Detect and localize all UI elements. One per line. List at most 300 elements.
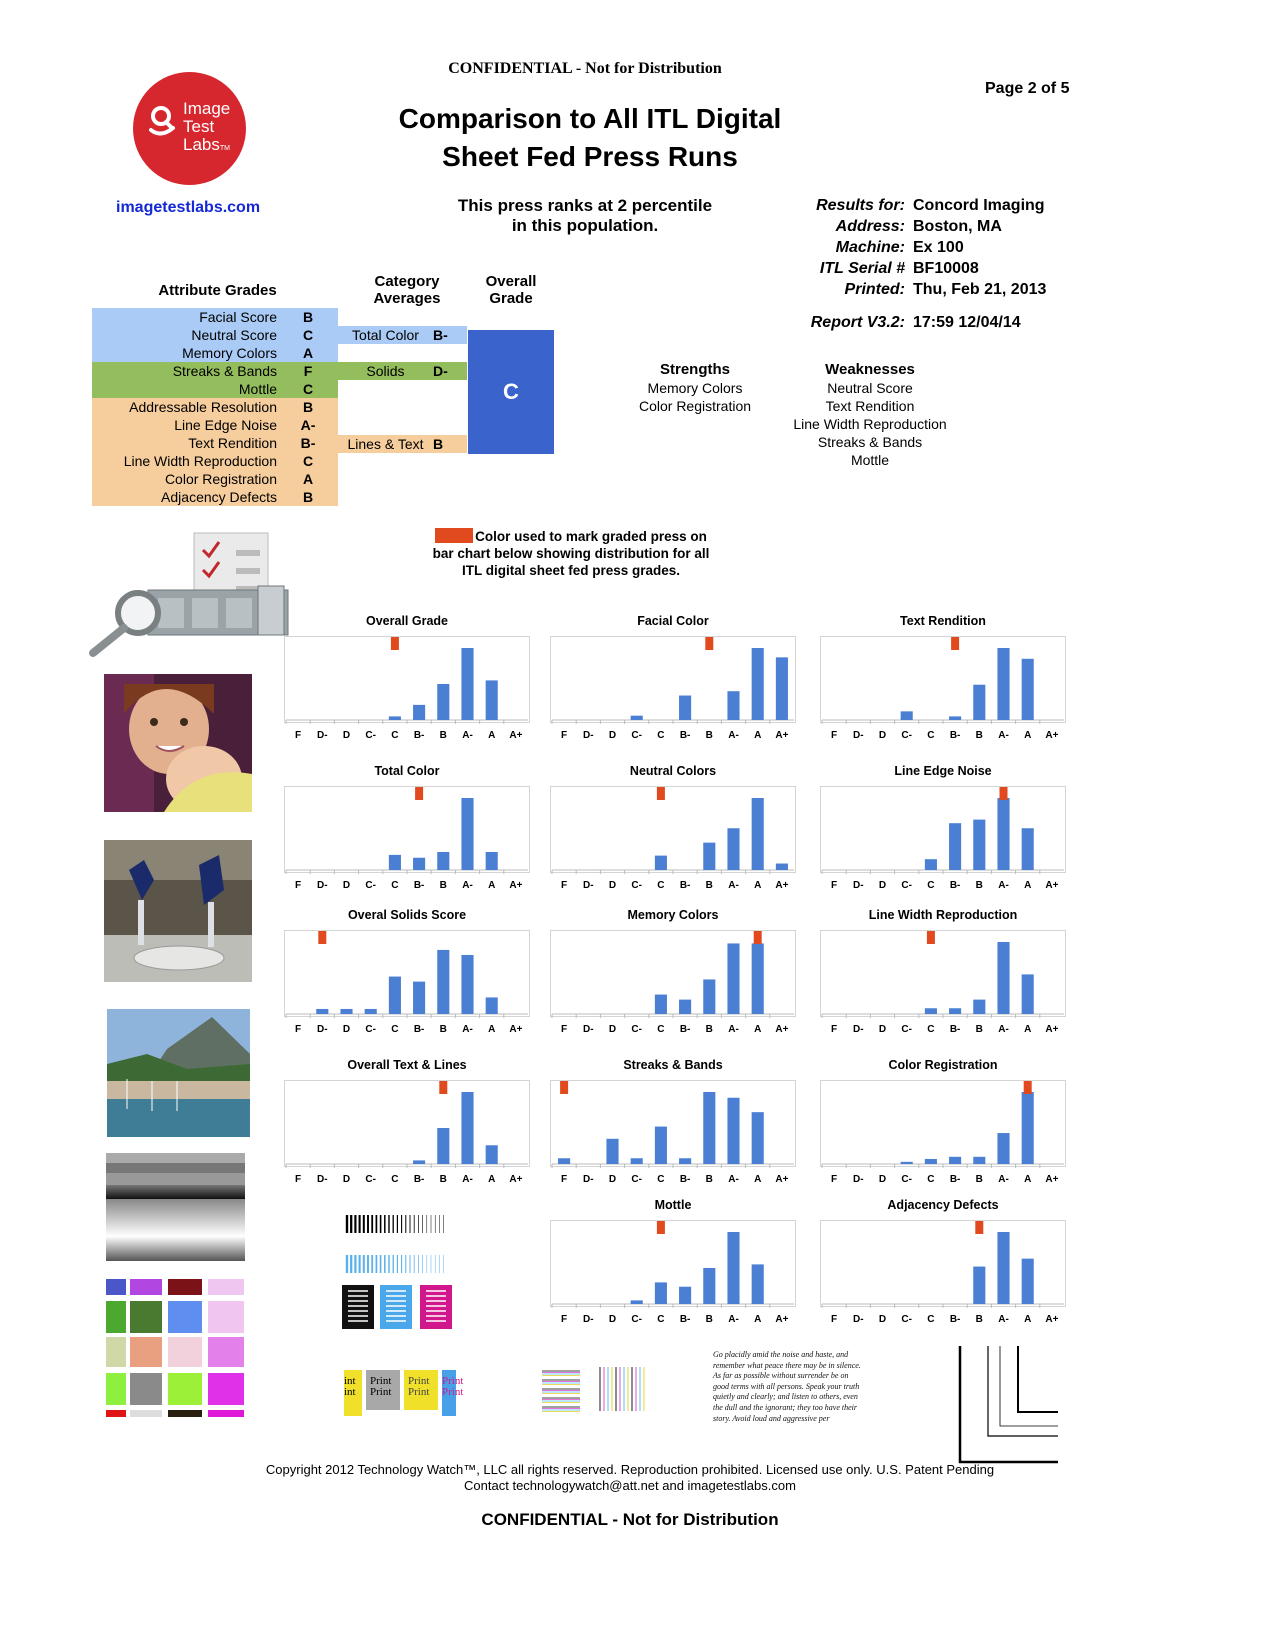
chart-title: Overall Grade [366, 614, 448, 628]
press-inspection-illustration [88, 528, 298, 658]
contact-info: Contact technologywatch@att.net and imagetestlabs.com [464, 1478, 796, 1493]
x-tick-label: D [608, 1314, 617, 1325]
harbor-landscape-photo [107, 1009, 250, 1137]
attribute-grade: B [302, 399, 314, 415]
chart-title: Facial Color [637, 614, 709, 628]
bar [679, 696, 691, 720]
attribute-label: Addressable Resolution [129, 399, 277, 415]
x-tick-label: C [657, 1314, 665, 1325]
bar [631, 1300, 643, 1304]
bar [752, 648, 764, 720]
x-tick-label: A- [462, 1174, 473, 1185]
x-tick-label: A+ [509, 1174, 523, 1185]
chart-title: Text Rendition [900, 614, 986, 628]
category-grade: D- [433, 363, 448, 379]
bar [679, 1158, 691, 1164]
x-tick-label: A [1024, 1314, 1032, 1325]
x-tick-label: B- [413, 730, 425, 741]
x-tick-label: A [488, 730, 496, 741]
bar [655, 1282, 667, 1304]
chart-title: Mottle [654, 1198, 692, 1212]
category-grade: B- [433, 327, 448, 343]
attribute-label: Memory Colors [182, 345, 277, 361]
x-tick-label: D- [853, 1174, 864, 1185]
x-tick-label: C [657, 1024, 665, 1035]
x-tick-label: C- [631, 1314, 642, 1325]
x-tick-label: A- [728, 1024, 739, 1035]
bar [703, 1268, 715, 1304]
x-tick-label: C [391, 1024, 399, 1035]
x-tick-label: A+ [775, 1314, 789, 1325]
attribute-label: Facial Score [199, 309, 277, 325]
x-tick-label: C [927, 730, 935, 741]
x-tick-label: C [657, 880, 665, 891]
x-tick-label: D [878, 1314, 887, 1325]
attribute-grade: B- [300, 435, 316, 451]
x-tick-label: B- [679, 1314, 691, 1325]
x-tick-label: D- [317, 1024, 328, 1035]
bar [461, 1092, 473, 1164]
x-tick-label: A- [998, 1314, 1009, 1325]
x-tick-label: A- [462, 730, 473, 741]
bar [949, 1008, 961, 1014]
x-tick-label: B- [949, 730, 961, 741]
x-tick-label: B [975, 730, 983, 741]
bar [997, 1133, 1009, 1164]
bar [1022, 974, 1034, 1014]
attribute-grade: A [302, 471, 314, 487]
x-tick-label: C- [365, 880, 376, 891]
x-tick-label: B- [679, 880, 691, 891]
x-tick-label: A+ [509, 880, 523, 891]
bar [973, 1157, 985, 1164]
bar [558, 1158, 570, 1164]
attribute-label: Line Edge Noise [174, 417, 277, 433]
x-tick-label: F [831, 1314, 838, 1325]
bar [949, 1157, 961, 1164]
x-tick-label: D- [853, 880, 864, 891]
bar [727, 943, 739, 1014]
x-tick-label: B [705, 730, 713, 741]
results-row: Results for: Concord Imaging [816, 197, 1045, 214]
category-average-row [338, 326, 467, 344]
x-tick-label: A- [998, 1024, 1009, 1035]
x-tick-label: F [295, 730, 302, 741]
x-tick-label: C [391, 1174, 399, 1185]
x-tick-label: B- [679, 730, 691, 741]
results-row: Printed: Thu, Feb 21, 2013 [844, 281, 1047, 298]
category-grade: B [433, 436, 444, 452]
x-tick-label: B- [413, 1174, 425, 1185]
attribute-grade-row [92, 362, 338, 380]
attribute-grade-row [92, 380, 338, 398]
bar [752, 1112, 764, 1164]
x-tick-label: A [1024, 730, 1032, 741]
overall-grade-box: C [468, 330, 554, 454]
x-tick-label: B [705, 1024, 713, 1035]
x-tick-label: A- [462, 1024, 473, 1035]
x-tick-label: A [754, 1314, 762, 1325]
x-tick-label: D [342, 1024, 351, 1035]
x-tick-label: A+ [775, 1024, 789, 1035]
x-tick-label: A+ [775, 730, 789, 741]
grade-distribution-chart [284, 786, 530, 890]
page-title: Comparison to All ITL Digital Sheet Fed Press Runs [398, 103, 782, 172]
grade-distribution-chart [820, 1080, 1066, 1184]
x-tick-label: F [831, 880, 838, 891]
registration-line-pattern [540, 1367, 650, 1415]
bar [997, 648, 1009, 720]
x-tick-label: C- [365, 730, 376, 741]
x-tick-label: D- [317, 1174, 328, 1185]
x-tick-label: A- [728, 1174, 739, 1185]
bar [973, 1267, 985, 1304]
attribute-grade: A- [300, 417, 316, 433]
logo-text: Image Test LabsTM [183, 99, 231, 154]
marker-color-swatch [435, 528, 473, 543]
bar [679, 1000, 691, 1014]
x-tick-label: D- [583, 1174, 594, 1185]
grade-distribution-chart [550, 1080, 796, 1184]
x-tick-label: C- [901, 1314, 912, 1325]
x-tick-label: A- [998, 1174, 1009, 1185]
attribute-grade-row [92, 398, 338, 416]
x-tick-label: C- [631, 730, 642, 741]
bar [973, 1000, 985, 1014]
attribute-label: Line Width Reproduction [123, 453, 277, 469]
x-tick-label: D- [317, 880, 328, 891]
chart-title: Overal Solids Score [347, 908, 467, 922]
x-tick-label: A [754, 1024, 762, 1035]
x-tick-label: B [975, 1174, 983, 1185]
x-tick-label: A [754, 880, 762, 891]
bar [1022, 659, 1034, 720]
x-tick-label: D- [853, 730, 864, 741]
image-test-labs-logo [133, 72, 246, 185]
attribute-grades-header: Attribute Grades [158, 282, 277, 299]
graded-press-marker [318, 931, 326, 944]
graded-press-marker [391, 637, 399, 650]
x-tick-label: C [927, 1314, 935, 1325]
bar [901, 711, 913, 720]
attribute-grade-row [92, 488, 338, 506]
x-tick-label: F [561, 1314, 568, 1325]
sample-text-block: Go placidly amid the noise and haste, and remember what peace there may be in silence. As far as possible without surrender be on good terms with all persons. Speak your truth quietly and clearly; and listen to others, even the dull and the ignorant; they too have their story. Avoid loud and aggressive per [713, 1350, 861, 1423]
chart-title: Line Edge Noise [894, 764, 992, 778]
attribute-grade-row [92, 452, 338, 470]
x-tick-label: F [831, 1024, 838, 1035]
x-tick-label: C- [631, 880, 642, 891]
chart-title: Memory Colors [627, 908, 719, 922]
graded-press-marker [975, 1221, 983, 1234]
chart-title: Overall Text & Lines [347, 1058, 467, 1072]
results-row: ITL Serial # BF10008 [819, 260, 979, 277]
attribute-grade-row [92, 308, 338, 326]
bar [703, 843, 715, 870]
x-tick-label: B- [949, 880, 961, 891]
bar [727, 691, 739, 720]
x-tick-label: F [831, 1174, 838, 1185]
attribute-label: Streaks & Bands [172, 363, 277, 379]
bar [437, 1128, 449, 1164]
bar [389, 855, 401, 870]
x-tick-label: A+ [775, 880, 789, 891]
attribute-grade: C [302, 453, 314, 469]
graded-press-marker [657, 1221, 665, 1234]
x-tick-label: A [1024, 1174, 1032, 1185]
attribute-grade-row [92, 326, 338, 344]
graded-press-marker [705, 637, 713, 650]
bar [655, 856, 667, 870]
grade-distribution-chart [284, 1080, 530, 1184]
bar [752, 1264, 764, 1304]
x-tick-label: B- [413, 1024, 425, 1035]
bar [413, 705, 425, 720]
x-tick-label: C [657, 730, 665, 741]
grade-distribution-chart [284, 636, 530, 740]
attribute-label: Adjacency Defects [161, 489, 277, 505]
attribute-grade-row [92, 416, 338, 434]
x-tick-label: D- [583, 880, 594, 891]
bar [461, 648, 473, 720]
x-tick-label: B [439, 1174, 447, 1185]
bar [461, 955, 473, 1014]
x-tick-label: B [439, 1024, 447, 1035]
x-tick-label: F [561, 1174, 568, 1185]
x-tick-label: C- [901, 880, 912, 891]
grade-distribution-chart [550, 930, 796, 1034]
x-tick-label: F [295, 1024, 302, 1035]
bar [365, 1009, 377, 1014]
x-tick-label: C [391, 880, 399, 891]
x-tick-label: D- [583, 730, 594, 741]
gray-gradient-strip [106, 1153, 245, 1261]
results-row: Machine: Ex 100 [835, 239, 964, 256]
bar [703, 979, 715, 1014]
chart-title: Adjacency Defects [887, 1198, 999, 1212]
bar [1022, 1092, 1034, 1164]
bar [949, 823, 961, 870]
confidential-footer: CONFIDENTIAL - Not for Distribution [481, 1510, 779, 1529]
x-tick-label: B [975, 1024, 983, 1035]
x-tick-label: A+ [1045, 730, 1059, 741]
x-tick-label: B- [949, 1314, 961, 1325]
x-tick-label: C- [901, 730, 912, 741]
bar [925, 1008, 937, 1014]
graded-press-marker [1024, 1081, 1032, 1094]
table-setting-photo [104, 840, 252, 982]
attribute-grade: B [302, 309, 314, 325]
bar [413, 858, 425, 870]
chart-title: Color Registration [888, 1058, 998, 1072]
bar [997, 942, 1009, 1014]
bar [949, 716, 961, 720]
x-tick-label: D [608, 1174, 617, 1185]
line-pattern-cyan [345, 1255, 445, 1273]
bar [655, 995, 667, 1014]
bar [389, 977, 401, 1014]
website-link[interactable]: imagetestlabs.com [116, 199, 261, 216]
bar [631, 1158, 643, 1164]
bar [486, 680, 498, 720]
corner-line-target [958, 1346, 1058, 1464]
x-tick-label: D- [583, 1314, 594, 1325]
x-tick-label: C [927, 1024, 935, 1035]
x-tick-label: C- [365, 1024, 376, 1035]
bar [389, 716, 401, 720]
x-tick-label: D [342, 880, 351, 891]
bar [727, 1232, 739, 1304]
x-tick-label: D [342, 1174, 351, 1185]
x-tick-label: B [705, 880, 713, 891]
bar [973, 685, 985, 720]
graded-press-marker [927, 931, 935, 944]
x-tick-label: A+ [509, 1024, 523, 1035]
percentile-rank: This press ranks at 2 percentile in this population. [457, 196, 713, 235]
bar [925, 1159, 937, 1164]
attribute-grade-row [92, 344, 338, 362]
line-pattern-black [345, 1215, 445, 1233]
chart-title: Neutral Colors [629, 764, 717, 778]
x-tick-label: A+ [1045, 880, 1059, 891]
chart-title: Line Width Reproduction [868, 908, 1018, 922]
print-word-swatches: int int Print Print Print Print Print Print [344, 1370, 456, 1416]
x-tick-label: C [391, 730, 399, 741]
bar [631, 716, 643, 720]
x-tick-label: C- [631, 1174, 642, 1185]
x-tick-label: C- [901, 1024, 912, 1035]
x-tick-label: A [488, 1024, 496, 1035]
bar [486, 997, 498, 1014]
grade-distribution-chart [284, 930, 530, 1034]
x-tick-label: F [561, 730, 568, 741]
bar [925, 859, 937, 870]
graded-press-marker [439, 1081, 447, 1094]
chart-title: Streaks & Bands [623, 1058, 723, 1072]
x-tick-label: A [754, 730, 762, 741]
bar [997, 798, 1009, 870]
x-tick-label: C [657, 1174, 665, 1185]
magnifier-person-icon [147, 104, 179, 144]
x-tick-label: B- [949, 1174, 961, 1185]
color-patch-grid [106, 1279, 244, 1417]
graded-press-marker [754, 931, 762, 944]
x-tick-label: B- [679, 1174, 691, 1185]
bar [1022, 1259, 1034, 1304]
bar [703, 1092, 715, 1164]
report-version: Report V3.2: 17:59 12/04/14 [810, 314, 1021, 331]
grade-distribution-chart [820, 786, 1066, 890]
bar [776, 657, 788, 720]
grade-distribution-chart [820, 636, 1066, 740]
x-tick-label: C- [901, 1174, 912, 1185]
bar [316, 1009, 328, 1014]
x-tick-label: D [878, 880, 887, 891]
attribute-grade: B [302, 489, 314, 505]
x-tick-label: A- [462, 880, 473, 891]
x-tick-label: B [439, 880, 447, 891]
graded-press-marker [415, 787, 423, 800]
category-averages-header: Category Averages [373, 273, 441, 307]
grade-distribution-chart [820, 930, 1066, 1034]
x-tick-label: A+ [509, 730, 523, 741]
x-tick-label: F [295, 880, 302, 891]
x-tick-label: D [878, 1024, 887, 1035]
attribute-label: Text Rendition [188, 435, 277, 451]
x-tick-label: A [488, 880, 496, 891]
attribute-grade: C [302, 381, 314, 397]
bar [413, 982, 425, 1014]
copyright-notice: Copyright 2012 Technology Watch™, LLC all rights reserved. Reproduction prohibited. Licensed use only. U.S. Patent Pending [265, 1462, 995, 1477]
x-tick-label: B [439, 730, 447, 741]
grade-distribution-chart [550, 1220, 796, 1324]
bar [727, 1098, 739, 1164]
graded-press-marker [560, 1081, 568, 1094]
x-tick-label: B [975, 880, 983, 891]
bar [413, 1160, 425, 1164]
attribute-grade: A [302, 345, 314, 361]
bar [997, 1232, 1009, 1304]
x-tick-label: F [561, 1024, 568, 1035]
graded-press-marker [657, 787, 665, 800]
category-label: Solids [366, 363, 405, 379]
x-tick-label: A- [728, 880, 739, 891]
bar [752, 943, 764, 1014]
x-tick-label: A [488, 1174, 496, 1185]
x-tick-label: C [927, 880, 935, 891]
x-tick-label: B [705, 1314, 713, 1325]
bar [437, 852, 449, 870]
text-block-swatches [342, 1285, 457, 1329]
x-tick-label: D [342, 730, 351, 741]
grade-distribution-chart [820, 1220, 1066, 1324]
x-tick-label: B- [413, 880, 425, 891]
x-tick-label: A [754, 1174, 762, 1185]
bar [973, 820, 985, 870]
x-tick-label: D [608, 730, 617, 741]
children-photo [104, 674, 252, 812]
x-tick-label: A+ [775, 1174, 789, 1185]
bar [655, 1127, 667, 1164]
bar [340, 1009, 352, 1014]
grade-distribution-chart [550, 786, 796, 890]
x-tick-label: A- [998, 880, 1009, 891]
x-tick-label: D [608, 1024, 617, 1035]
bar [1022, 828, 1034, 870]
category-average-row [338, 435, 467, 453]
x-tick-label: A+ [1045, 1314, 1059, 1325]
attribute-grade-row [92, 470, 338, 488]
attribute-label: Color Registration [164, 471, 277, 487]
results-row: Address: Boston, MA [835, 218, 1002, 235]
category-average-row [338, 362, 467, 380]
bar [486, 1145, 498, 1164]
chart-title: Total Color [374, 764, 440, 778]
grade-distribution-chart [550, 636, 796, 740]
attribute-label: Mottle [238, 381, 277, 397]
bar [437, 684, 449, 720]
confidential-header: CONFIDENTIAL - Not for Distribution [448, 60, 722, 77]
x-tick-label: D [878, 730, 887, 741]
x-tick-label: A- [728, 1314, 739, 1325]
bar [727, 828, 739, 870]
bar [901, 1162, 913, 1164]
x-tick-label: A+ [1045, 1024, 1059, 1035]
x-tick-label: B- [679, 1024, 691, 1035]
attribute-grade: C [302, 327, 314, 343]
x-tick-label: D- [317, 730, 328, 741]
x-tick-label: A- [998, 730, 1009, 741]
